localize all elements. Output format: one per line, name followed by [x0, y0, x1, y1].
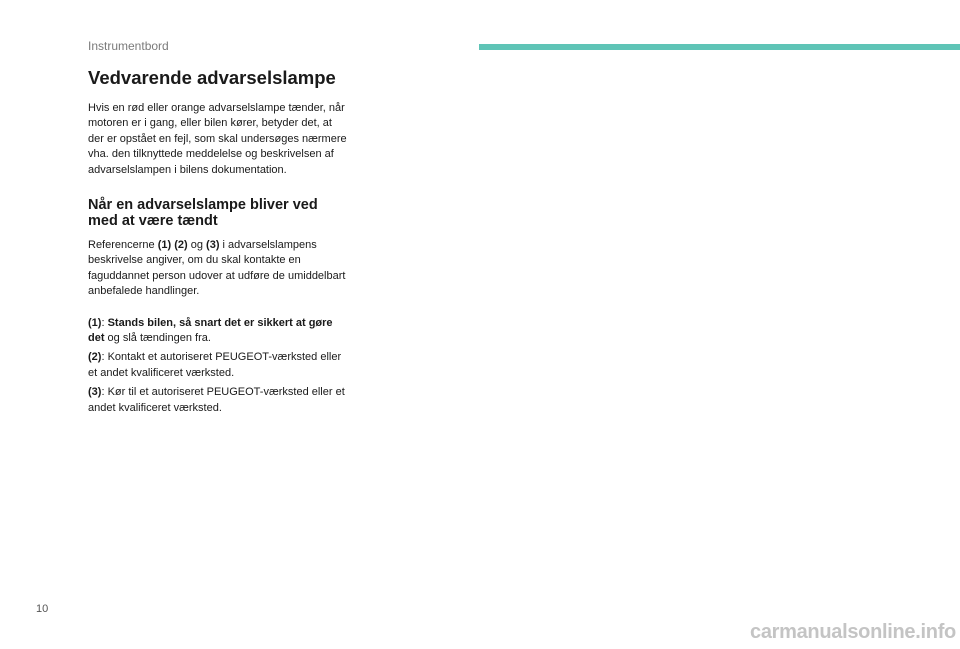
section-subtitle: Når en advarselslampe bliver ved med at være tændt [88, 197, 318, 230]
note-1 [88, 316, 350, 347]
note-2-ref: (2) [88, 351, 102, 364]
intro-paragraph: Hvis en rød eller orange advarselslampe tænder, når motoren er i gang, eller bilen kører, betyder det, at der er opstået en fejl, som skal undersøges nærmere vha. den tilknyttede meddelelse og beskrivelsen af advarselslampen i bilens dokumentation. [88, 102, 347, 176]
note-1-strong: Stands bilen, så snart det er sikkert at gøre det [88, 316, 333, 345]
references-paragraph [88, 238, 350, 300]
note-3 [88, 385, 350, 416]
note-1-ref: (1) [88, 316, 102, 329]
content-column [88, 66, 350, 420]
note-1-text: og slå tændingen fra. [104, 332, 211, 345]
ref-2-marker: (2) [174, 239, 188, 252]
watermark: carmanualsonline.info [750, 621, 956, 643]
refs-text-mid: og [187, 239, 207, 252]
page-number: 10 [36, 603, 49, 615]
note-2-text: Kontakt et autoriseret PEUGEOT-værksted eller et andet kvalificeret værksted. [88, 351, 342, 379]
section-label: Instrumentbord [88, 39, 169, 53]
note-2-sep: : [101, 351, 108, 364]
ref-1-marker: (1) [157, 239, 172, 252]
note-1-sep: : [101, 316, 108, 329]
ref-3-marker: (3) [206, 239, 220, 252]
refs-text-post: i advarselslampens beskrivelse angiver, om du skal kontakte en faguddannet person udover at udføre de umiddelbart anbefalede handlinger. [88, 239, 346, 298]
refs-text-pre: Referencerne [88, 239, 158, 252]
note-3-text: Kør til et autoriseret PEUGEOT-værksted eller et andet kvalificeret værksted. [88, 386, 345, 414]
note-3-sep: : [101, 386, 108, 399]
page-title: Vedvarende advarselslampe [88, 67, 336, 88]
note-2 [88, 350, 350, 381]
header-accent-bar [479, 44, 960, 50]
note-3-ref: (3) [88, 386, 102, 399]
